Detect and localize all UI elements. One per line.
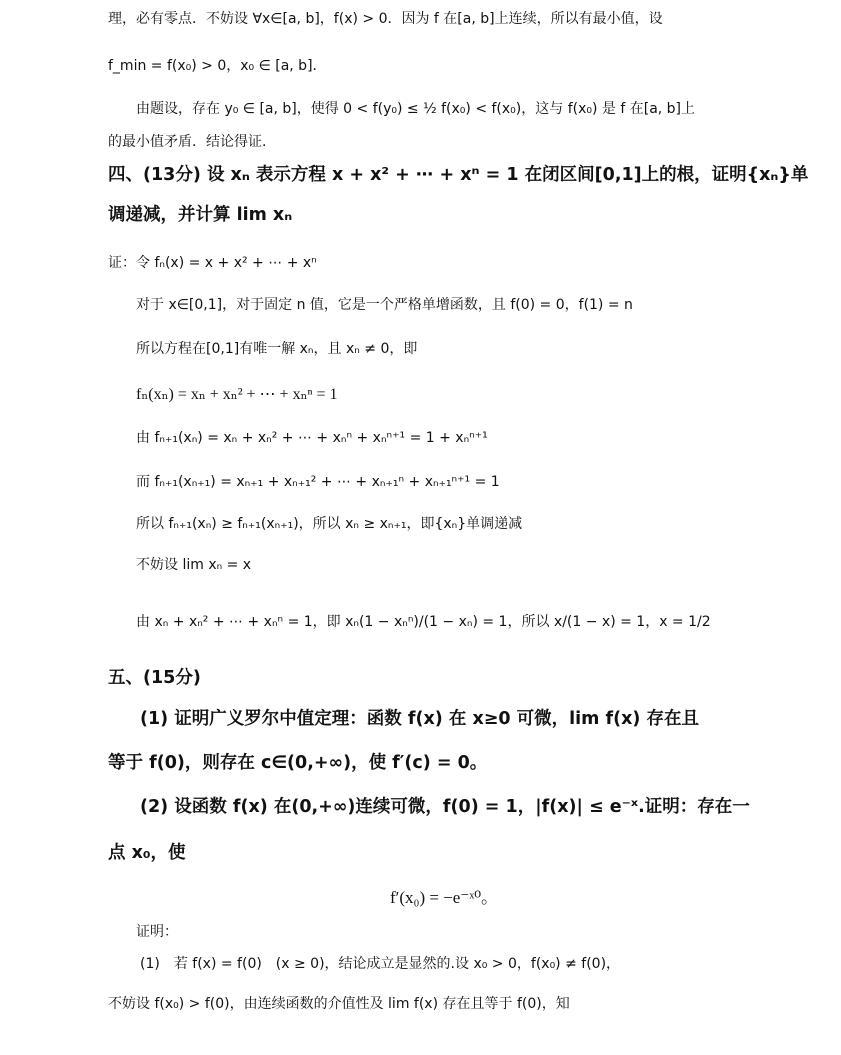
- part-2-statement: (2) 设函数 f(x) 在(0,+∞)连续可微，f(0) = 1，|f(x)| ≤ e⁻ˣ.证明：存在一: [140, 797, 750, 817]
- proof-line-1: (1) 若 f(x) = f(0) (x ≥ 0)，结论成立是显然的.设 x₀ > 0，f(x₀) ≠ f(0)，: [140, 956, 621, 972]
- part-1-statement: (1) 证明广义罗尔中值定理：函数 f(x) 在 x≥0 可微，lim f(x) 存在且: [140, 709, 699, 729]
- proof-start-line: 证：令 fₙ(x) = x + x² + ⋯ + xⁿ: [108, 255, 317, 271]
- section-4-heading-cont: 调递减，并计算 lim xₙ: [108, 205, 293, 225]
- text-line-14: 不妨设 lim xₙ = x: [136, 557, 252, 573]
- text-line-1: 理，必有零点．不妨设 ∀x∈[a, b]，f(x) > 0．因为 f 在[a, b]上连续，所以有最小值，设: [108, 11, 663, 27]
- part-1-statement-cont: 等于 f(0)，则存在 c∈(0,+∞)，使 f′(c) = 0。: [108, 753, 488, 773]
- display-equation: f′(x₀) = −e⁻ˣ⁰。: [390, 888, 499, 907]
- equation-line-15: 由 xₙ + xₙ² + ⋯ + xₙⁿ = 1，即 xₙ(1 − xₙⁿ)/(1 − xₙ) = 1，所以 x/(1 − x) = 1，x = 1/2: [136, 614, 711, 630]
- text-line-8: 对于 x∈[0,1]，对于固定 n 值，它是一个严格单增函数，且 f(0) = 0，f(1) = n: [136, 297, 633, 313]
- equation-line-12: 而 fₙ₊₁(xₙ₊₁) = xₙ₊₁ + xₙ₊₁² + ⋯ + xₙ₊₁ⁿ + xₙ₊₁ⁿ⁺¹ = 1: [136, 474, 500, 490]
- equation-line-11: 由 fₙ₊₁(xₙ) = xₙ + xₙ² + ⋯ + xₙⁿ + xₙⁿ⁺¹ = 1 + xₙⁿ⁺¹: [136, 430, 488, 446]
- equation-line-10: fₙ(xₙ) = xₙ + xₙ² + ⋯ + xₙⁿ = 1: [136, 386, 338, 403]
- proof-line-2: 不妨设 f(x₀) > f(0)，由连续函数的介值性及 lim f(x) 存在且等于 f(0)，知: [108, 996, 570, 1012]
- text-line-13: 所以 fₙ₊₁(xₙ) ≥ fₙ₊₁(xₙ₊₁)，所以 xₙ ≥ xₙ₊₁，即{xₙ}单调递减: [136, 516, 523, 532]
- text-line-2: f_min = f(x₀) > 0，x₀ ∈ [a, b]．: [108, 58, 327, 74]
- section-5-heading: 五、(15分): [108, 668, 201, 688]
- section-4-heading: 四、(13分) 设 xₙ 表示方程 x + x² + ⋯ + xⁿ = 1 在闭区间[0,1]上的根，证明{xₙ}单: [108, 165, 809, 185]
- proof-label: 证明：: [136, 924, 178, 940]
- part-2-statement-cont: 点 x₀，使: [108, 843, 186, 863]
- text-line-3: 由题设，存在 y₀ ∈ [a, b]，使得 0 < f(y₀) ≤ ½ f(x₀) < f(x₀)，这与 f(x₀) 是 f 在[a, b]上: [136, 101, 696, 117]
- text-line-9: 所以方程在[0,1]有唯一解 xₙ，且 xₙ ≠ 0，即: [136, 341, 418, 357]
- text-line-4: 的最小值矛盾．结论得证.: [108, 134, 267, 150]
